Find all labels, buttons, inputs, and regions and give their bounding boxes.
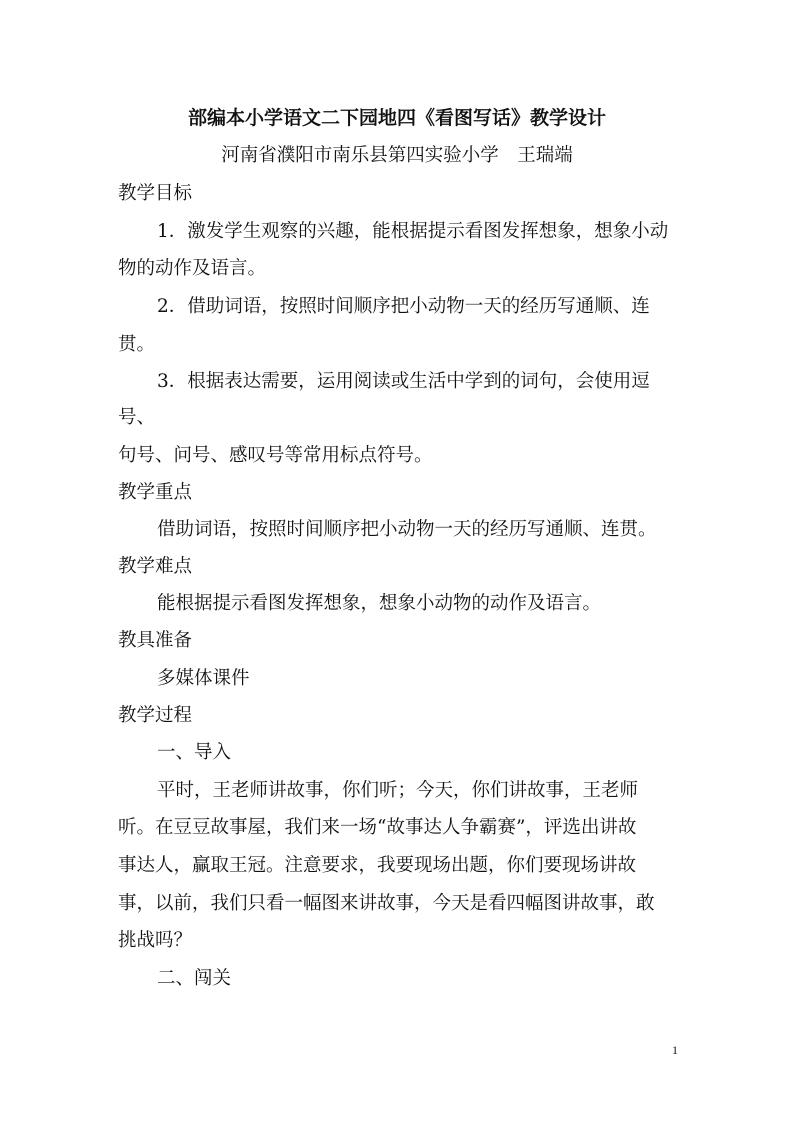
intro-paragraph-line-1: 平时，王老师讲故事，你们听；今天，你们讲故事，王老师	[157, 780, 639, 801]
objective-3-line-1: 3．根据表达需要，运用阅读或生活中学到的词句，会使用逗	[157, 371, 650, 392]
objective-2-line-1: 2．借助词语，按照时间顺序把小动物一天的经历写通顺、连	[157, 296, 650, 317]
page-number: 1	[672, 1043, 678, 1057]
objective-2-line-2: 贯。	[118, 334, 156, 355]
intro-paragraph-line-5: 挑战吗？	[118, 930, 193, 951]
section-heading-objectives: 教学目标	[118, 183, 193, 204]
key-points-text: 借助词语，按照时间顺序把小动物一天的经历写通顺、连贯。	[157, 519, 657, 540]
materials-text: 多媒体课件	[157, 668, 250, 689]
section-heading-key-points: 教学重点	[118, 482, 193, 503]
document-title: 部编本小学语文二下园地四《看图写话》教学设计	[187, 107, 606, 129]
section-heading-materials: 教具准备	[118, 630, 193, 651]
objective-1-line-1: 1．激发学生观察的兴趣，能根据提示看图发挥想象，想象小动	[157, 221, 669, 242]
section-heading-process: 教学过程	[118, 705, 193, 726]
objective-1-line-2: 物的动作及语言。	[118, 258, 267, 279]
intro-paragraph-line-3: 事达人，赢取王冠。注意要求，我要现场出题，你们要现场讲故	[118, 855, 637, 876]
objective-3-line-2: 号、	[118, 407, 156, 428]
subheading-challenge: 二、闯关	[157, 968, 232, 989]
objective-3-line-3: 句号、问号、感叹号等常用标点符号。	[118, 445, 433, 466]
difficulties-text: 能根据提示看图发挥想象，想象小动物的动作及语言。	[157, 593, 602, 614]
intro-paragraph-line-2: 听。在豆豆故事屋，我们来一场“故事达人争霸赛”，评选出讲故	[118, 817, 637, 838]
subheading-intro: 一、导入	[157, 742, 232, 763]
author-line: 河南省濮阳市南乐县第四实验小学 王瑞端	[221, 145, 573, 166]
intro-paragraph-line-4: 事，以前，我们只看一幅图来讲故事，今天是看四幅图讲故事，敢	[118, 893, 655, 914]
section-heading-difficulties: 教学难点	[118, 556, 193, 577]
